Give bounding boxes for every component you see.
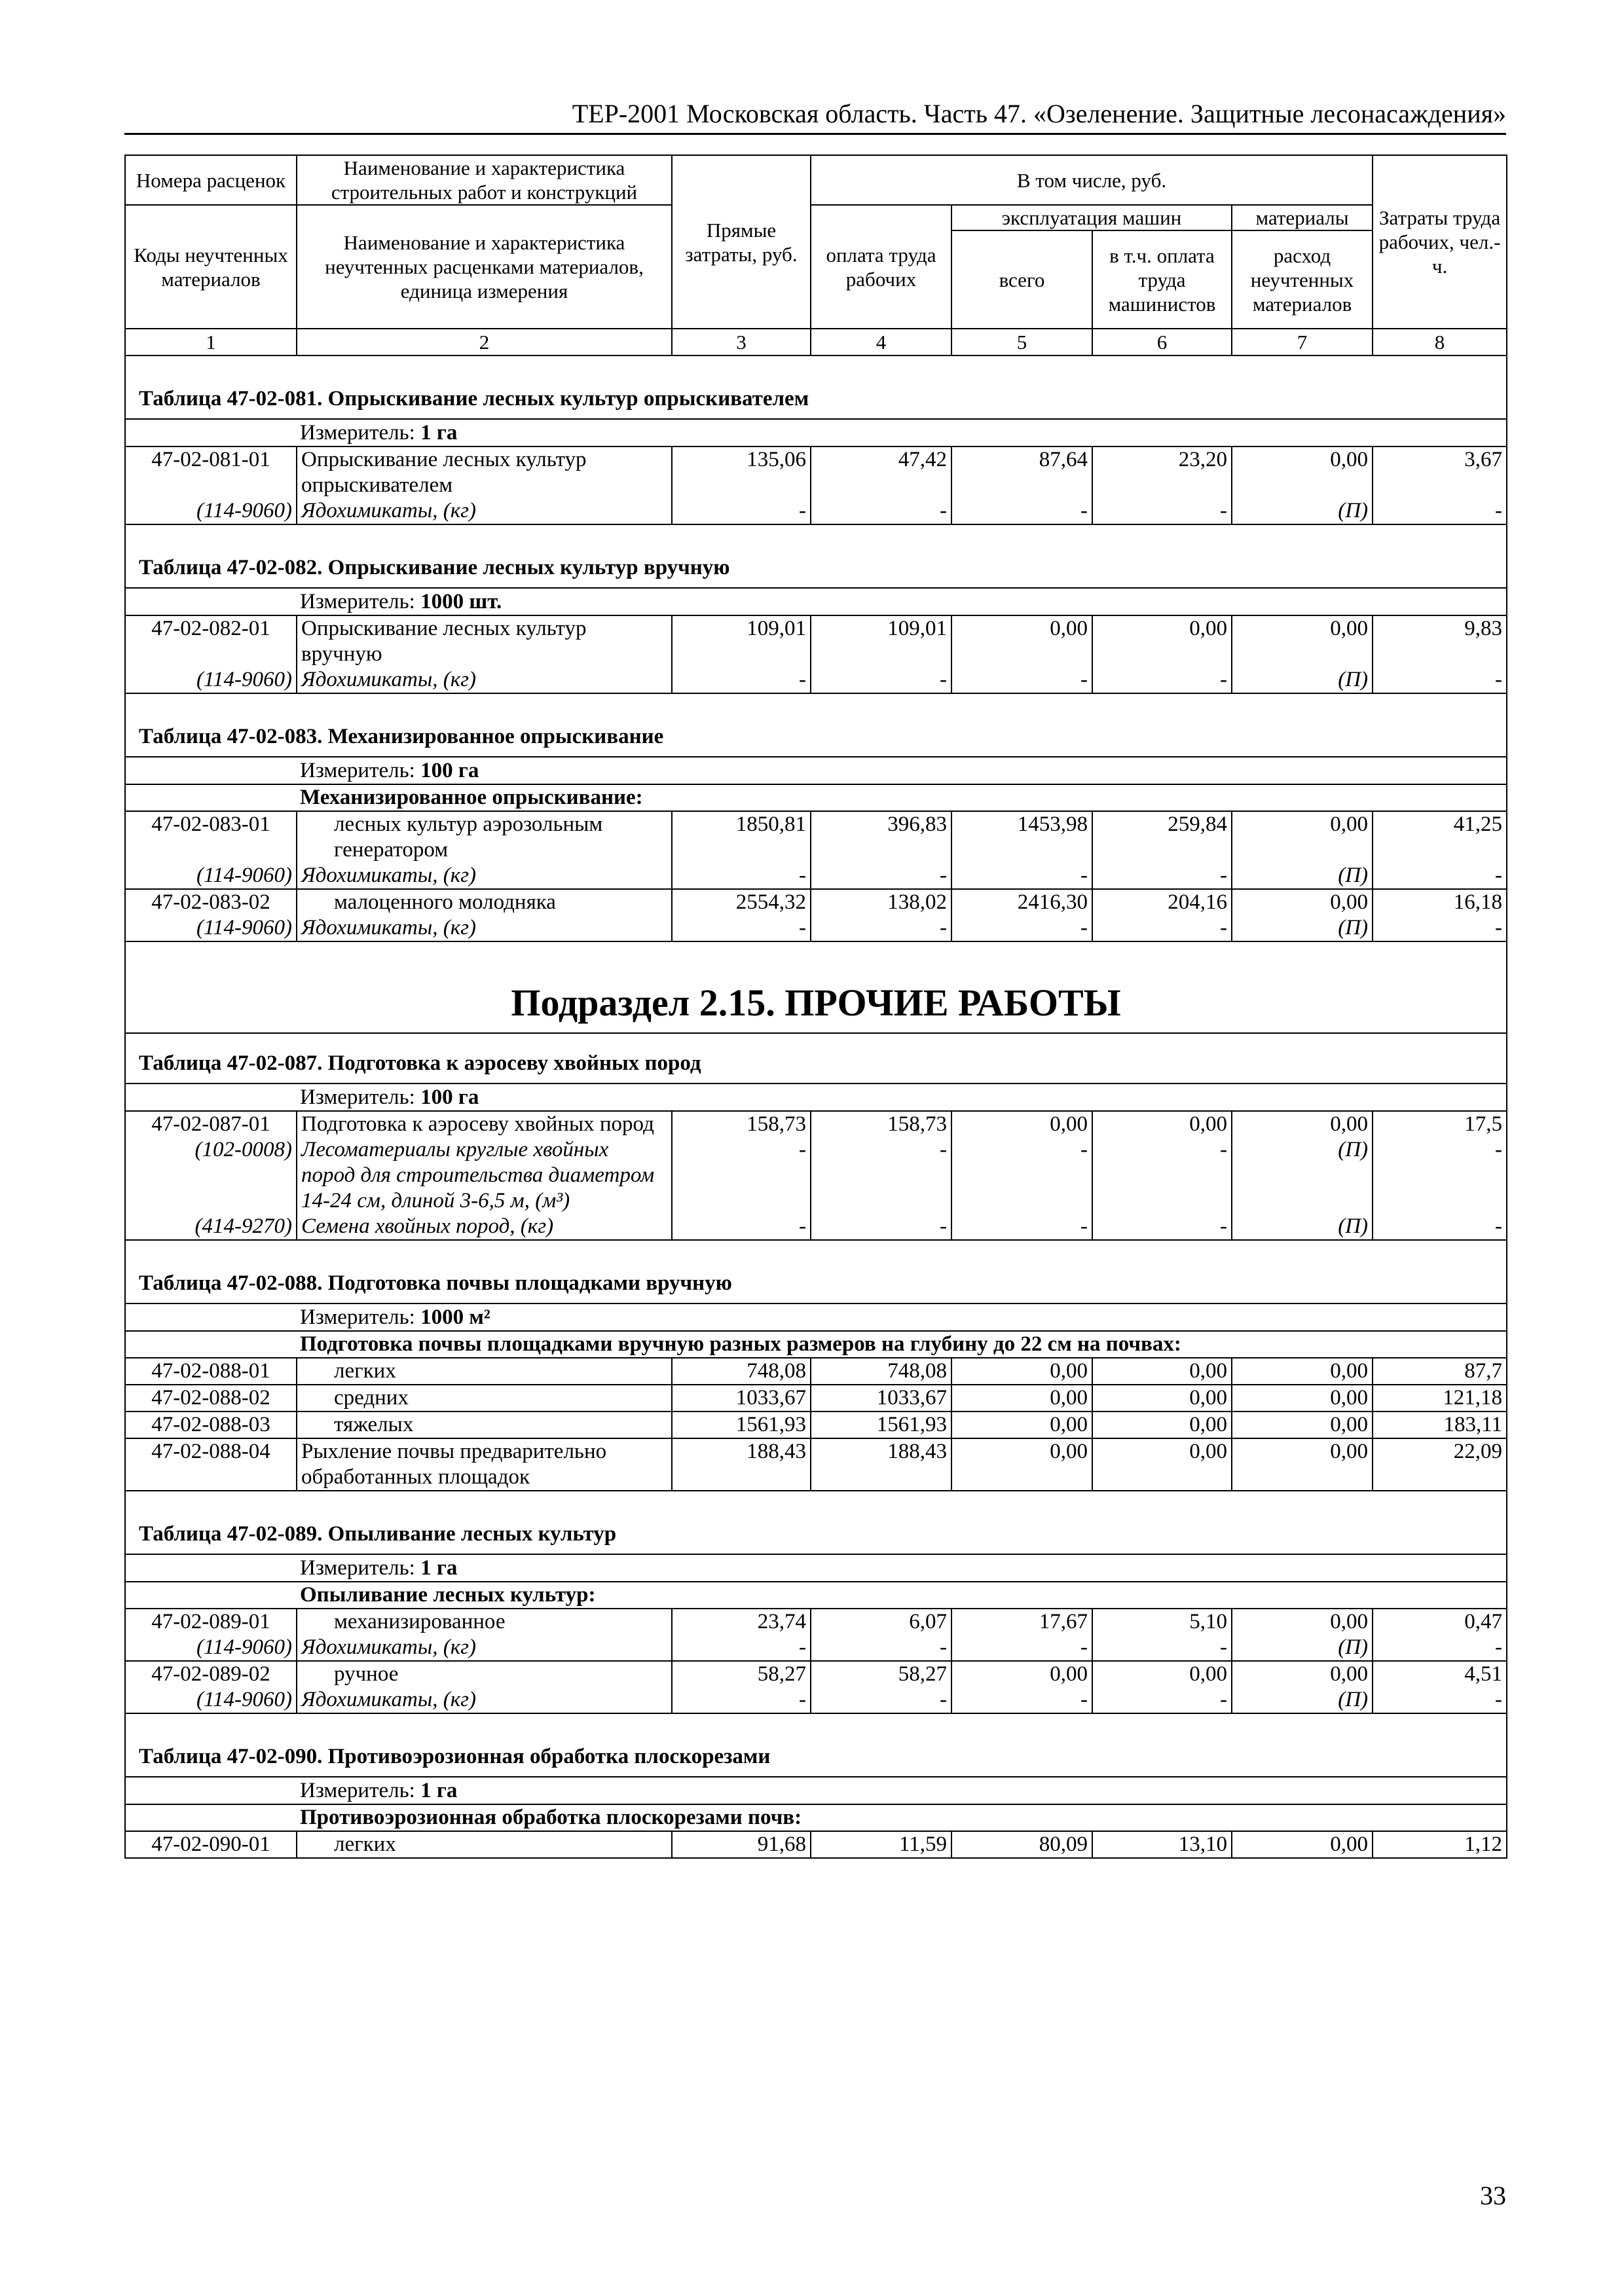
material-row <box>125 863 1507 889</box>
direct-cost: 2554,32 <box>672 889 811 915</box>
table-row <box>125 1661 1507 1687</box>
rate-code: 47-02-083-02 <box>125 889 297 915</box>
material-flag: (П) <box>1232 1687 1373 1713</box>
col-number: 5 <box>951 329 1092 355</box>
labor-pay: 47,42 <box>811 446 951 498</box>
machinist-pay: 0,00 <box>1092 1358 1232 1385</box>
group-heading: Противоэрозионная обработка плоскорезами почв: <box>125 1804 1507 1831</box>
rate-code: 47-02-089-02 <box>125 1661 297 1687</box>
machines-total: 0,00 <box>951 615 1092 667</box>
measure-unit: Измеритель: 1 га <box>125 1777 1507 1804</box>
dash: - <box>951 1635 1092 1661</box>
dash: - <box>951 667 1092 693</box>
material-name: Семена хвойных пород, (кг) <box>297 1214 672 1240</box>
rate-name: легких <box>297 1831 672 1858</box>
materials-cost: 0,00 <box>1232 1385 1373 1412</box>
dash: - <box>1092 1635 1232 1661</box>
material-flag: (П) <box>1232 915 1373 941</box>
table-row <box>125 1358 1507 1385</box>
rate-code: 47-02-081-01 <box>125 446 297 498</box>
dash: - <box>811 1214 951 1240</box>
col-number: 2 <box>297 329 672 355</box>
labor-pay: 188,43 <box>811 1438 951 1491</box>
rate-code: 47-02-088-02 <box>125 1385 297 1412</box>
header-c8: Затраты труда рабочих, чел.-ч. <box>1373 155 1507 329</box>
table-title: Таблица 47-02-082. Опрыскивание лесных культур вручную <box>125 524 1507 588</box>
table-title: Таблица 47-02-087. Подготовка к аэросеву хвойных пород <box>125 1033 1507 1084</box>
rate-name: механизированное <box>297 1609 672 1635</box>
material-name: Ядохимикаты, (кг) <box>297 1687 672 1713</box>
machines-total: 87,64 <box>951 446 1092 498</box>
dash: - <box>1373 1137 1507 1214</box>
header-rule <box>124 133 1506 135</box>
table-title: Таблица 47-02-083. Механизированное опрыскивание <box>125 693 1507 757</box>
rate-name: лесных культур аэрозольным генератором <box>297 811 672 863</box>
machinist-pay: 0,00 <box>1092 1111 1232 1137</box>
material-code: (414-9270) <box>125 1214 297 1240</box>
table-title: Таблица 47-02-089. Опыливание лесных культур <box>125 1491 1507 1554</box>
material-row <box>125 498 1507 524</box>
rate-code: 47-02-090-01 <box>125 1831 297 1858</box>
machines-total: 0,00 <box>951 1385 1092 1412</box>
machinist-pay: 0,00 <box>1092 615 1232 667</box>
labor-hours: 17,5 <box>1373 1111 1507 1137</box>
labor-pay: 138,02 <box>811 889 951 915</box>
col-number: 7 <box>1232 329 1373 355</box>
labor-pay: 58,27 <box>811 1661 951 1687</box>
dash: - <box>811 667 951 693</box>
header-c6: в т.ч. оплата труда машинистов <box>1092 230 1232 329</box>
rate-name: Опрыскивание лесных культур вручную <box>297 615 672 667</box>
rate-name: Подготовка к аэросеву хвойных пород <box>297 1111 672 1137</box>
rate-name: малоценного молодняка <box>297 889 672 915</box>
material-flag: (П) <box>1232 667 1373 693</box>
table-row <box>125 1111 1507 1137</box>
col-number: 8 <box>1373 329 1507 355</box>
table-title: Таблица 47-02-090. Противоэрозионная обработка плоскорезами <box>125 1713 1507 1777</box>
material-flag: (П) <box>1232 498 1373 524</box>
rate-code: 47-02-087-01 <box>125 1111 297 1137</box>
materials-cost: 0,00 <box>1232 1412 1373 1438</box>
table-header <box>125 155 1507 355</box>
dash: - <box>672 1214 811 1240</box>
direct-cost: 1850,81 <box>672 811 811 863</box>
dash: - <box>811 498 951 524</box>
labor-pay: 396,83 <box>811 811 951 863</box>
material-code: (114-9060) <box>125 667 297 693</box>
rate-code: 47-02-082-01 <box>125 615 297 667</box>
header-materials: материалы <box>1232 205 1373 230</box>
machines-total: 2416,30 <box>951 889 1092 915</box>
dash: - <box>1092 1687 1232 1713</box>
material-code: (114-9060) <box>125 498 297 524</box>
dash: - <box>1373 1214 1507 1240</box>
dash: - <box>811 915 951 941</box>
dash: - <box>951 1214 1092 1240</box>
material-row <box>125 667 1507 693</box>
rate-name: ручное <box>297 1661 672 1687</box>
materials-cost: 0,00 <box>1232 1111 1373 1137</box>
running-header: ТЕР-2001 Московская область. Часть 47. «Озеленение. Защитные лесонасаждения» <box>572 99 1506 128</box>
rate-code: 47-02-088-03 <box>125 1412 297 1438</box>
dash: - <box>951 915 1092 941</box>
labor-pay: 1561,93 <box>811 1412 951 1438</box>
dash: - <box>1373 667 1507 693</box>
material-name: Ядохимикаты, (кг) <box>297 915 672 941</box>
machinist-pay: 0,00 <box>1092 1438 1232 1491</box>
price-table <box>124 155 1507 1859</box>
header-c1-top: Номера расценок <box>125 155 297 205</box>
material-row <box>125 1214 1507 1240</box>
measure-unit: Измеритель: 1 га <box>125 1554 1507 1582</box>
header-c7: расход неучтенных материалов <box>1232 230 1373 329</box>
header-c1-bottom: Коды неучтенных материалов <box>125 205 297 329</box>
material-row <box>125 1687 1507 1713</box>
direct-cost: 748,08 <box>672 1358 811 1385</box>
measure-unit: Измеритель: 100 га <box>125 757 1507 784</box>
table-row <box>125 1831 1507 1858</box>
labor-hours: 41,25 <box>1373 811 1507 863</box>
labor-hours: 0,47 <box>1373 1609 1507 1635</box>
material-row <box>125 1635 1507 1661</box>
machines-total: 0,00 <box>951 1111 1092 1137</box>
header-c2-top: Наименование и характеристика строительных работ и конструкций <box>297 155 672 205</box>
material-code: (114-9060) <box>125 1687 297 1713</box>
dash: - <box>951 1687 1092 1713</box>
header-c4: оплата труда рабочих <box>811 205 951 329</box>
labor-hours: 4,51 <box>1373 1661 1507 1687</box>
table-row <box>125 889 1507 915</box>
table-row <box>125 811 1507 863</box>
machinist-pay: 5,10 <box>1092 1609 1232 1635</box>
dash: - <box>951 863 1092 889</box>
material-flag: (П) <box>1232 863 1373 889</box>
dash: - <box>951 498 1092 524</box>
machines-total: 80,09 <box>951 1831 1092 1858</box>
machinist-pay: 23,20 <box>1092 446 1232 498</box>
material-flag: (П) <box>1232 1137 1373 1214</box>
dash: - <box>1373 863 1507 889</box>
machines-total: 0,00 <box>951 1438 1092 1491</box>
dash: - <box>1373 915 1507 941</box>
material-code: (114-9060) <box>125 1635 297 1661</box>
labor-hours: 3,67 <box>1373 446 1507 498</box>
material-name: Ядохимикаты, (кг) <box>297 863 672 889</box>
group-heading: Опыливание лесных культур: <box>125 1582 1507 1609</box>
labor-hours: 22,09 <box>1373 1438 1507 1491</box>
dash: - <box>811 1635 951 1661</box>
materials-cost: 0,00 <box>1232 1609 1373 1635</box>
materials-cost: 0,00 <box>1232 615 1373 667</box>
table-row <box>125 1385 1507 1412</box>
col-number: 1 <box>125 329 297 355</box>
dash: - <box>1092 667 1232 693</box>
table-title: Таблица 47-02-088. Подготовка почвы площадками вручную <box>125 1240 1507 1303</box>
materials-cost: 0,00 <box>1232 1438 1373 1491</box>
rate-code: 47-02-089-01 <box>125 1609 297 1635</box>
direct-cost: 1561,93 <box>672 1412 811 1438</box>
dash: - <box>672 915 811 941</box>
rate-name: Рыхление почвы предварительно обработанных площадок <box>297 1438 672 1491</box>
direct-cost: 91,68 <box>672 1831 811 1858</box>
measure-unit: Измеритель: 1000 м² <box>125 1303 1507 1331</box>
material-flag: (П) <box>1232 1214 1373 1240</box>
material-name: Ядохимикаты, (кг) <box>297 667 672 693</box>
direct-cost: 188,43 <box>672 1438 811 1491</box>
dash: - <box>672 863 811 889</box>
machines-total: 17,67 <box>951 1609 1092 1635</box>
direct-cost: 158,73 <box>672 1111 811 1137</box>
dash: - <box>1373 498 1507 524</box>
machinist-pay: 0,00 <box>1092 1661 1232 1687</box>
direct-cost: 1033,67 <box>672 1385 811 1412</box>
measure-unit: Измеритель: 1000 шт. <box>125 588 1507 615</box>
dash: - <box>672 1635 811 1661</box>
labor-pay: 109,01 <box>811 615 951 667</box>
material-name: Ядохимикаты, (кг) <box>297 1635 672 1661</box>
material-flag: (П) <box>1232 1635 1373 1661</box>
dash: - <box>672 1687 811 1713</box>
header-c3: Прямые затраты, руб. <box>672 155 811 329</box>
dash: - <box>1092 1137 1232 1214</box>
direct-cost: 109,01 <box>672 615 811 667</box>
table-title: Таблица 47-02-081. Опрыскивание лесных культур опрыскивателем <box>125 355 1507 419</box>
rate-code: 47-02-083-01 <box>125 811 297 863</box>
machinist-pay: 0,00 <box>1092 1385 1232 1412</box>
page-number: 33 <box>1480 2181 1506 2210</box>
direct-cost: 58,27 <box>672 1661 811 1687</box>
col-number: 4 <box>811 329 951 355</box>
header-machines: эксплуатация машин <box>951 205 1232 230</box>
material-code: (102-0008) <box>125 1137 297 1214</box>
col-number: 6 <box>1092 329 1232 355</box>
rate-name: тяжелых <box>297 1412 672 1438</box>
header-incl: В том числе, руб. <box>811 155 1373 205</box>
machinist-pay: 0,00 <box>1092 1412 1232 1438</box>
dash: - <box>1092 498 1232 524</box>
material-row <box>125 915 1507 941</box>
material-code: (114-9060) <box>125 915 297 941</box>
dash: - <box>1092 863 1232 889</box>
dash: - <box>1092 915 1232 941</box>
header-c5: всего <box>951 230 1092 329</box>
dash: - <box>1373 1687 1507 1713</box>
labor-hours: 1,12 <box>1373 1831 1507 1858</box>
machines-total: 1453,98 <box>951 811 1092 863</box>
labor-pay: 748,08 <box>811 1358 951 1385</box>
dash: - <box>951 1137 1092 1214</box>
dash: - <box>811 1137 951 1214</box>
direct-cost: 135,06 <box>672 446 811 498</box>
subsection-title: Подраздел 2.15. ПРОЧИЕ РАБОТЫ <box>125 941 1507 1033</box>
labor-hours: 87,7 <box>1373 1358 1507 1385</box>
measure-unit: Измеритель: 100 га <box>125 1084 1507 1111</box>
table-row <box>125 1412 1507 1438</box>
labor-hours: 183,11 <box>1373 1412 1507 1438</box>
materials-cost: 0,00 <box>1232 811 1373 863</box>
measure-unit: Измеритель: 1 га <box>125 419 1507 446</box>
material-name: Лесоматериалы круглые хвойных пород для строительства диаметром 14-24 см, длиной 3-6,5 м, (м³) <box>297 1137 672 1214</box>
dash: - <box>672 1137 811 1214</box>
labor-hours: 9,83 <box>1373 615 1507 667</box>
labor-hours: 121,18 <box>1373 1385 1507 1412</box>
dash: - <box>1092 1214 1232 1240</box>
table-row <box>125 1438 1507 1491</box>
group-heading: Подготовка почвы площадками вручную разных размеров на глубину до 22 см на почвах: <box>125 1331 1507 1358</box>
dash: - <box>672 498 811 524</box>
labor-pay: 1033,67 <box>811 1385 951 1412</box>
labor-pay: 6,07 <box>811 1609 951 1635</box>
dash: - <box>811 1687 951 1713</box>
group-heading: Механизированное опрыскивание: <box>125 784 1507 811</box>
material-code: (114-9060) <box>125 863 297 889</box>
labor-pay: 11,59 <box>811 1831 951 1858</box>
table-row <box>125 615 1507 667</box>
materials-cost: 0,00 <box>1232 1831 1373 1858</box>
machines-total: 0,00 <box>951 1412 1092 1438</box>
dash: - <box>811 863 951 889</box>
machines-total: 0,00 <box>951 1358 1092 1385</box>
materials-cost: 0,00 <box>1232 1358 1373 1385</box>
materials-cost: 0,00 <box>1232 889 1373 915</box>
machinist-pay: 259,84 <box>1092 811 1232 863</box>
material-name: Ядохимикаты, (кг) <box>297 498 672 524</box>
machines-total: 0,00 <box>951 1661 1092 1687</box>
dash: - <box>1373 1635 1507 1661</box>
materials-cost: 0,00 <box>1232 446 1373 498</box>
rate-name: средних <box>297 1385 672 1412</box>
table-row <box>125 1609 1507 1635</box>
materials-cost: 0,00 <box>1232 1661 1373 1687</box>
material-row <box>125 1137 1507 1214</box>
header-c2-bottom: Наименование и характеристика неучтенных расценками материалов, единица измерения <box>297 205 672 329</box>
machinist-pay: 204,16 <box>1092 889 1232 915</box>
direct-cost: 23,74 <box>672 1609 811 1635</box>
col-number: 3 <box>672 329 811 355</box>
labor-hours: 16,18 <box>1373 889 1507 915</box>
dash: - <box>672 667 811 693</box>
rate-code: 47-02-088-04 <box>125 1438 297 1491</box>
rate-name: Опрыскивание лесных культур опрыскивателем <box>297 446 672 498</box>
rate-code: 47-02-088-01 <box>125 1358 297 1385</box>
table-row <box>125 446 1507 498</box>
rate-name: легких <box>297 1358 672 1385</box>
labor-pay: 158,73 <box>811 1111 951 1137</box>
machinist-pay: 13,10 <box>1092 1831 1232 1858</box>
